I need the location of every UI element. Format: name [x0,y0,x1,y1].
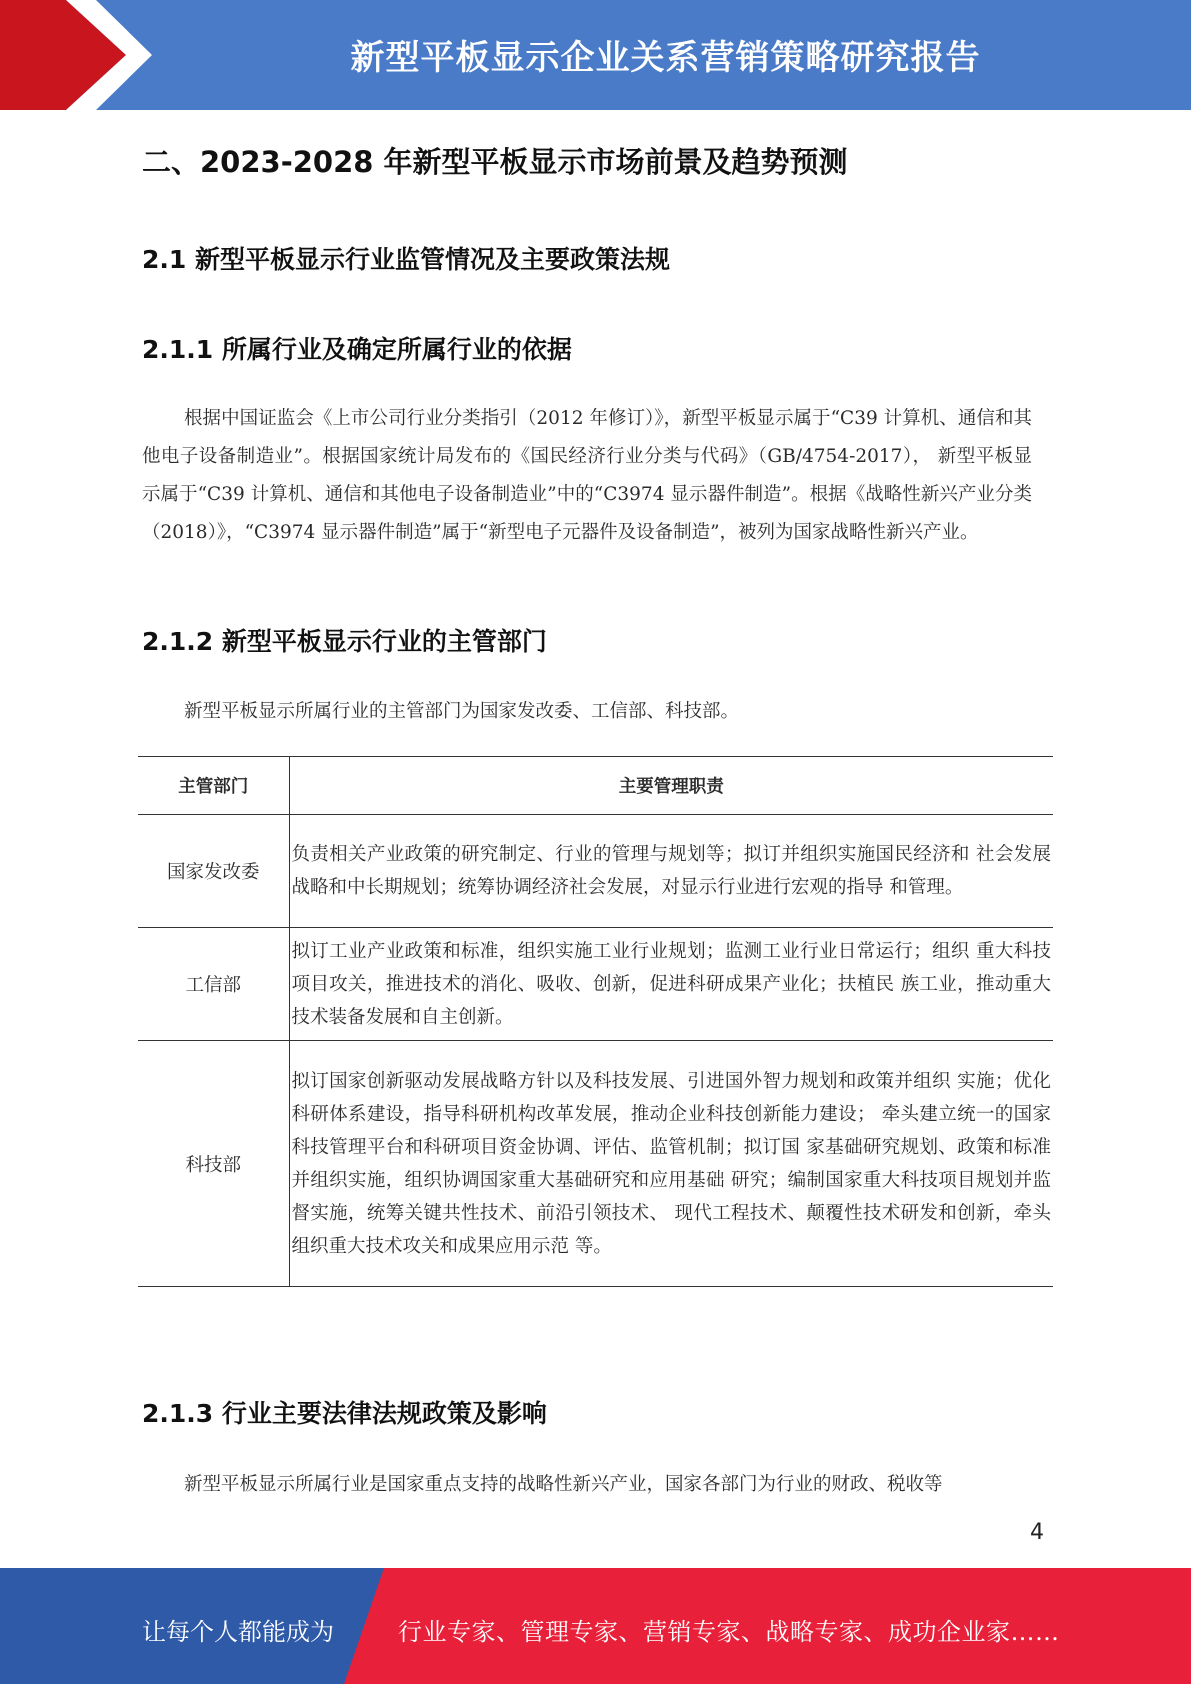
subsection-heading-2-1-3: 2.1.3 行业主要法律法规政策及影响 [142,1399,547,1428]
table-header-duty: 主要管理职责 [618,777,724,797]
footer-slogan-left: 让每个人都能成为 [142,1618,334,1646]
subsection-heading-2-1-2: 2.1.2 新型平板显示行业的主管部门 [142,627,547,656]
table-cell-duty: 负责相关产业政策的研究制定、行业的管理与规划等；拟订并组织实施国民经济和 社会发展战略和中长期规划；统筹协调经济社会发展，对显示行业进行宏观的指导 和管理。 [291,844,1051,898]
paragraph-industry-classification: 根据中国证监会《上市公司行业分类指引（2012 年修订）》，新型平板显示属于“C39 计算机、通信和其他电子设备制造业”。根据国家统计局发布的《国民经济行业分类与代码》（GB/4754-2017）， 新型平板显示属于“C39 计算机、通信和其他电子设备制造业”中的“C3974 显示器件制造”。根据《战略性新兴产业分类（2018）》，“C3974 显示器件制造”属于“新型电子元器件及设备制造”，被列为国家战略性新兴产业。 [142,408,1032,543]
table-cell-dept: 国家发改委 [138,815,289,928]
subsection-heading-2-1: 2.1 新型平板显示行业监管情况及主要政策法规 [142,245,670,274]
table-header-row [138,757,1053,815]
table-cell-duty: 拟订国家创新驱动发展战略方针以及科技发展、引进国外智力规划和政策并组织 实施；优化科研体系建设，指导科研机构改革发展，推动企业科技创新能力建设； 牵头建立统一的国家科技管理平台和科研项目资金协调、评估、监管机制；拟订国 家基础研究规划、政策和标准并组织实施，组织协调国家重大基础研究和应用基础 研究；编制国家重大科技项目规划并监督实施，统筹关键共性技术、前沿引领技术、 现代工程技术、颠覆性技术研发和创新，牵头组织重大技术攻关和成果应用示范 等。 [291,1070,1051,1257]
page-footer [0,1568,1191,1684]
paragraph-regulators: 新型平板显示所属行业的主管部门为国家发改委、工信部、科技部。 [184,701,740,722]
paragraph-laws-policies: 新型平板显示所属行业是国家重点支持的战略性新兴产业，国家各部门为行业的财政、税收等 [184,1474,943,1495]
page-header [0,0,1191,110]
table-header-dept: 主管部门 [138,757,289,815]
subsection-heading-2-1-1: 2.1.1 所属行业及确定所属行业的依据 [142,335,572,364]
table-row [138,815,1053,928]
table-row [138,1041,1053,1287]
table-row [138,928,1053,1041]
section-heading: 二、2023-2028 年新型平板显示市场前景及趋势预测 [142,145,848,179]
report-title: 新型平板显示企业关系营销策略研究报告 [350,38,981,78]
table-cell-dept: 科技部 [138,1041,289,1287]
footer-slogan-right: 行业专家、管理专家、营销专家、战略专家、成功企业家…… [398,1618,1060,1646]
header-arrow-decoration [0,0,170,110]
table-cell-dept: 工信部 [138,928,289,1041]
regulator-table [138,756,1053,1287]
page-number: 4 [1030,1520,1044,1545]
table-cell-duty: 拟订工业产业政策和标准，组织实施工业行业规划；监测工业行业日常运行；组织 重大科技项目攻关，推进技术的消化、吸收、创新，促进科研成果产业化；扶植民 族工业，推动重大技术装备发展和自主创新。 [291,940,1051,1028]
